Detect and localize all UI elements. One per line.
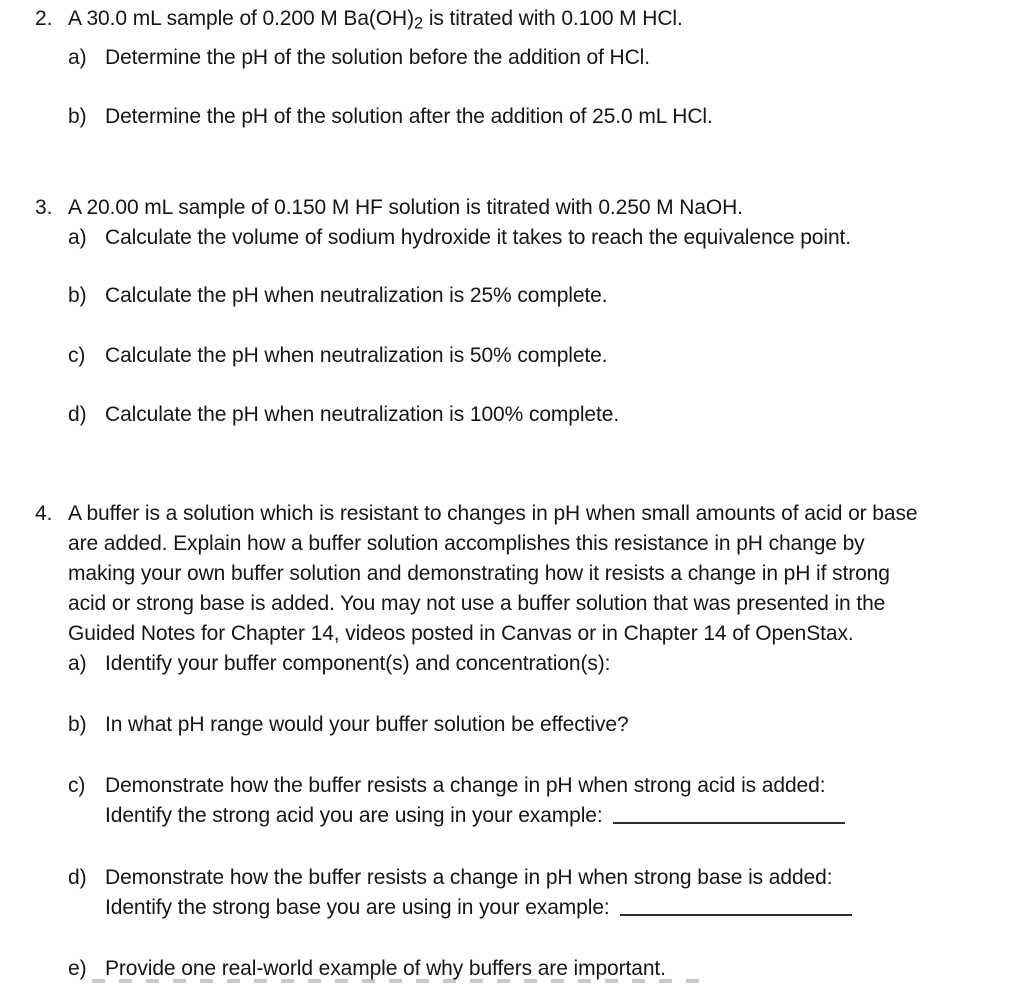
stem-line: acid or strong base is added. You may not use a buffer solution that was presented in the bbox=[68, 591, 886, 615]
stem-line: A buffer is a solution which is resistant to changes in pH when small amounts of acid or base bbox=[68, 501, 918, 525]
question-3-number: 3. bbox=[35, 195, 53, 219]
part-label: d) bbox=[68, 865, 87, 889]
part-line-1: Demonstrate how the buffer resists a change in pH when strong base is added: bbox=[105, 865, 833, 889]
part-label: c) bbox=[68, 343, 86, 367]
question-2-stem bbox=[35, 4, 996, 39]
part-line-2 bbox=[105, 893, 996, 923]
question-4c bbox=[68, 771, 996, 831]
part-label: a) bbox=[68, 651, 87, 675]
question-3d bbox=[68, 400, 996, 430]
part-text: Calculate the volume of sodium hydroxide it takes to reach the equivalence point. bbox=[105, 225, 852, 249]
chem-subscript: 2 bbox=[413, 14, 424, 33]
question-4-stem-text bbox=[68, 499, 996, 649]
part-text: Calculate the pH when neutralization is 100% complete. bbox=[105, 402, 620, 426]
question-2a bbox=[68, 43, 996, 73]
part-text: Identify your buffer component(s) and concentration(s): bbox=[105, 651, 611, 675]
question-2b bbox=[68, 102, 996, 132]
stem-line: making your own buffer solution and demonstrating how it resists a change in pH if strong bbox=[68, 561, 890, 585]
question-3-stem-text: A 20.00 mL sample of 0.150 M HF solution is titrated with 0.250 M NaOH. bbox=[68, 195, 743, 219]
stem-line: Guided Notes for Chapter 14, videos posted in Canvas or in Chapter 14 of OpenStax. bbox=[68, 621, 854, 645]
part-text: Provide one real-world example of why buffers are important. bbox=[105, 956, 666, 980]
part-text bbox=[105, 771, 996, 831]
stem-text-post: is titrated with 0.100 M HCl. bbox=[423, 7, 683, 30]
blank-prompt: Identify the strong base you are using in your example: bbox=[105, 895, 610, 919]
part-text: Determine the pH of the solution after the addition of 25.0 mL HCl. bbox=[105, 104, 713, 128]
part-label: b) bbox=[68, 283, 87, 307]
part-line-2 bbox=[105, 801, 996, 831]
part-label: d) bbox=[68, 402, 87, 426]
stem-text-pre: A 30.0 mL sample of 0.200 M Ba(OH) bbox=[68, 7, 414, 30]
question-4-number: 4. bbox=[35, 501, 53, 525]
part-label: b) bbox=[68, 104, 87, 128]
blank-prompt: Identify the strong acid you are using in your example: bbox=[105, 803, 603, 827]
question-3c bbox=[68, 341, 996, 371]
question-3a bbox=[68, 223, 996, 253]
question-4-stem bbox=[35, 499, 996, 649]
part-line-1: Demonstrate how the buffer resists a change in pH when strong acid is added: bbox=[105, 773, 826, 797]
part-label: a) bbox=[68, 45, 87, 69]
answer-blank-strong-base bbox=[620, 896, 852, 916]
part-text: In what pH range would your buffer solution be effective? bbox=[105, 712, 629, 736]
question-4d bbox=[68, 863, 996, 923]
part-text: Calculate the pH when neutralization is 25% complete. bbox=[105, 283, 608, 307]
question-2-stem-text bbox=[68, 4, 996, 39]
question-3b bbox=[68, 281, 996, 311]
question-2-number: 2. bbox=[35, 7, 53, 30]
part-label: a) bbox=[68, 225, 87, 249]
question-3-stem bbox=[35, 193, 996, 223]
part-text bbox=[105, 863, 996, 923]
part-text: Determine the pH of the solution before the addition of HCl. bbox=[105, 45, 650, 69]
answer-blank-strong-acid bbox=[613, 804, 845, 824]
part-label: c) bbox=[68, 773, 86, 797]
question-4b bbox=[68, 710, 996, 740]
stem-line: are added. Explain how a buffer solution accomplishes this resistance in pH change by bbox=[68, 531, 865, 555]
part-text: Calculate the pH when neutralization is 50% complete. bbox=[105, 343, 608, 367]
part-label: b) bbox=[68, 712, 87, 736]
cutoff-next-line-fragment bbox=[92, 979, 704, 983]
part-label: e) bbox=[68, 956, 87, 980]
question-4a bbox=[68, 649, 996, 679]
